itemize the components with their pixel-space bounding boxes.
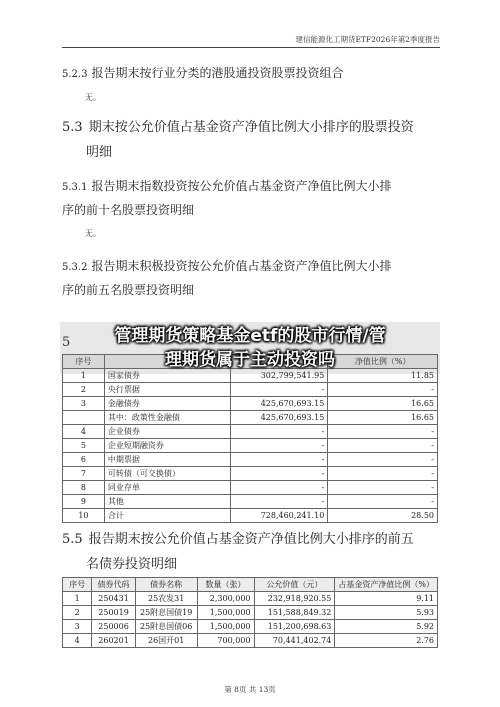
cell-type: 中期票据	[104, 453, 230, 467]
section-title-line1: 报告期末指数投资按公允价值占基金资产净值比例大小排	[91, 179, 392, 193]
cell-value: 425,670,693.15	[230, 411, 328, 425]
cell-index	[63, 411, 105, 425]
cell-type: 企业债券	[104, 425, 230, 439]
cell-index: 2	[63, 383, 105, 397]
header-cell: 债券代码	[92, 578, 136, 592]
cell-ratio: 5.92	[335, 620, 438, 634]
cell-fair-value: 151,588,849.32	[254, 606, 335, 620]
table-row	[63, 411, 438, 425]
cell-type: 企业短期融资券	[104, 439, 230, 453]
section-number: 5	[62, 335, 71, 350]
table-row	[63, 397, 438, 411]
table-row	[63, 439, 438, 453]
cell-name: 25农发31	[135, 592, 197, 606]
cell-ratio: 28.50	[328, 509, 438, 523]
cell-type: 国家债券	[104, 369, 230, 383]
section-number: 5.3	[62, 120, 83, 135]
cell-code: 250431	[92, 592, 136, 606]
header-cell: 债券名称	[135, 578, 197, 592]
cell-value: -	[230, 453, 328, 467]
cell-type: 其他	[104, 495, 230, 509]
top-bonds-table	[62, 577, 438, 648]
page-header: 建信能源化工期货ETF2026年第2季度报告	[295, 35, 440, 44]
cell-code: 250006	[92, 620, 136, 634]
section-title-line1: 期末按公允价值占基金资产净值比例大小排序的股票投资	[88, 120, 414, 135]
section-title-line2: 序的前十名股票投资明细	[62, 203, 195, 217]
cell-quantity: 700,000	[197, 634, 254, 648]
section-title-line2: 明细	[86, 145, 113, 160]
cell-ratio: 2.76	[335, 634, 438, 648]
section-number: 5.5	[62, 532, 83, 547]
section-title-line1: 报告期末按公允价值占基金资产净值比例大小排序的前五	[88, 532, 414, 547]
cell-index: 1	[63, 369, 105, 383]
section-5-5-heading	[62, 527, 442, 577]
cell-index: 6	[63, 453, 105, 467]
cell-type: 央行票据	[104, 383, 230, 397]
cell-fair-value: 151,200,698.63	[254, 620, 335, 634]
section-number: 5.3.1	[62, 182, 88, 193]
section-title: 报告期末按行业分类的港股通投资股票投资组合	[91, 66, 344, 80]
bond-type-table	[62, 354, 438, 523]
page-footer: 第 8页 共 13页	[224, 685, 276, 694]
cell-ratio: -	[328, 425, 438, 439]
cell-index: 3	[63, 620, 92, 634]
cell-ratio: -	[328, 481, 438, 495]
cell-index: 4	[63, 425, 105, 439]
cell-index: 9	[63, 495, 105, 509]
cell-value: 302,799,541.95	[230, 369, 328, 383]
cell-type: 其中：政策性金融债	[104, 411, 230, 425]
header-cell: 公允价值（元）	[254, 578, 335, 592]
cell-type: 金融债券	[104, 397, 230, 411]
section-5-2-3-none: 无。	[85, 93, 101, 102]
section-5-3-1-none: 无。	[85, 229, 101, 238]
cell-value: -	[230, 383, 328, 397]
cell-index: 1	[63, 592, 92, 606]
cell-type: 可转债（可交换债）	[104, 467, 230, 481]
cell-quantity: 1,500,000	[197, 606, 254, 620]
section-number: 5.3.2	[62, 262, 88, 273]
section-title-line2: 序的前五名股票投资明细	[62, 283, 195, 297]
cell-value: -	[230, 425, 328, 439]
cell-ratio: 16.65	[328, 397, 438, 411]
cell-ratio: 5.93	[335, 606, 438, 620]
section-5-3-1-heading	[62, 175, 442, 221]
cell-quantity: 2,300,000	[197, 592, 254, 606]
cell-value: -	[230, 467, 328, 481]
cell-value: -	[230, 481, 328, 495]
header-cell: 序号	[63, 578, 92, 592]
cell-type: 同业存单	[104, 481, 230, 495]
cell-code: 260201	[92, 634, 136, 648]
cell-index: 5	[63, 439, 105, 453]
cell-fair-value: 70,441,402.74	[254, 634, 335, 648]
table-row	[63, 495, 438, 509]
cell-type: 合计	[104, 509, 230, 523]
cell-name: 25附息国债19	[135, 606, 197, 620]
table-row	[63, 606, 438, 620]
table-row	[63, 634, 438, 648]
cell-ratio: -	[328, 439, 438, 453]
cell-name: 25附息国债06	[135, 620, 197, 634]
header-cell: 占基金资产净值比例（%）	[335, 578, 438, 592]
section-5-2-3-heading	[62, 62, 442, 86]
cell-ratio: -	[328, 383, 438, 397]
header-cell: 序号	[63, 355, 105, 369]
header-cell: 数量（张）	[197, 578, 254, 592]
cell-ratio: -	[328, 467, 438, 481]
header-cell: 净值比例（%）	[328, 355, 438, 369]
cell-ratio: 16.65	[328, 411, 438, 425]
table-row	[63, 620, 438, 634]
section-title-line1: 报告期末积极投资按公允价值占基金资产净值比例大小排	[91, 259, 392, 273]
cell-value: -	[230, 439, 328, 453]
section-5-3-heading	[62, 115, 442, 165]
table-row	[63, 592, 438, 606]
table-row	[63, 425, 438, 439]
overlay-line2: 理期货属于主动投资吗	[165, 350, 335, 370]
cell-index: 8	[63, 481, 105, 495]
cell-index: 3	[63, 397, 105, 411]
cell-value: -	[230, 495, 328, 509]
table-row	[63, 481, 438, 495]
cell-ratio: 9.11	[335, 592, 438, 606]
cell-value: 425,670,693.15	[230, 397, 328, 411]
cell-name: 26国开01	[135, 634, 197, 648]
cell-index: 4	[63, 634, 92, 648]
cell-index: 7	[63, 467, 105, 481]
cell-index: 10	[63, 509, 105, 523]
cell-ratio: 11.85	[328, 369, 438, 383]
cell-ratio: -	[328, 495, 438, 509]
cell-value: 728,460,241.10	[230, 509, 328, 523]
cell-quantity: 1,500,000	[197, 620, 254, 634]
table-row	[63, 383, 438, 397]
table-row	[63, 509, 438, 523]
table-header-row	[63, 578, 438, 592]
cell-fair-value: 232,918,920.55	[254, 592, 335, 606]
table-row	[63, 467, 438, 481]
cell-ratio: -	[328, 453, 438, 467]
cell-index: 2	[63, 606, 92, 620]
overlay-title	[55, 324, 445, 372]
header-rule	[62, 47, 440, 48]
overlay-line1: 管理期货策略基金etf的股市行情/管	[114, 326, 386, 346]
cell-code: 250019	[92, 606, 136, 620]
section-5-3-2-heading	[62, 255, 442, 301]
section-number: 5.2.3	[62, 69, 88, 80]
table-row	[63, 453, 438, 467]
section-title-line2: 名债券投资明细	[86, 557, 178, 572]
